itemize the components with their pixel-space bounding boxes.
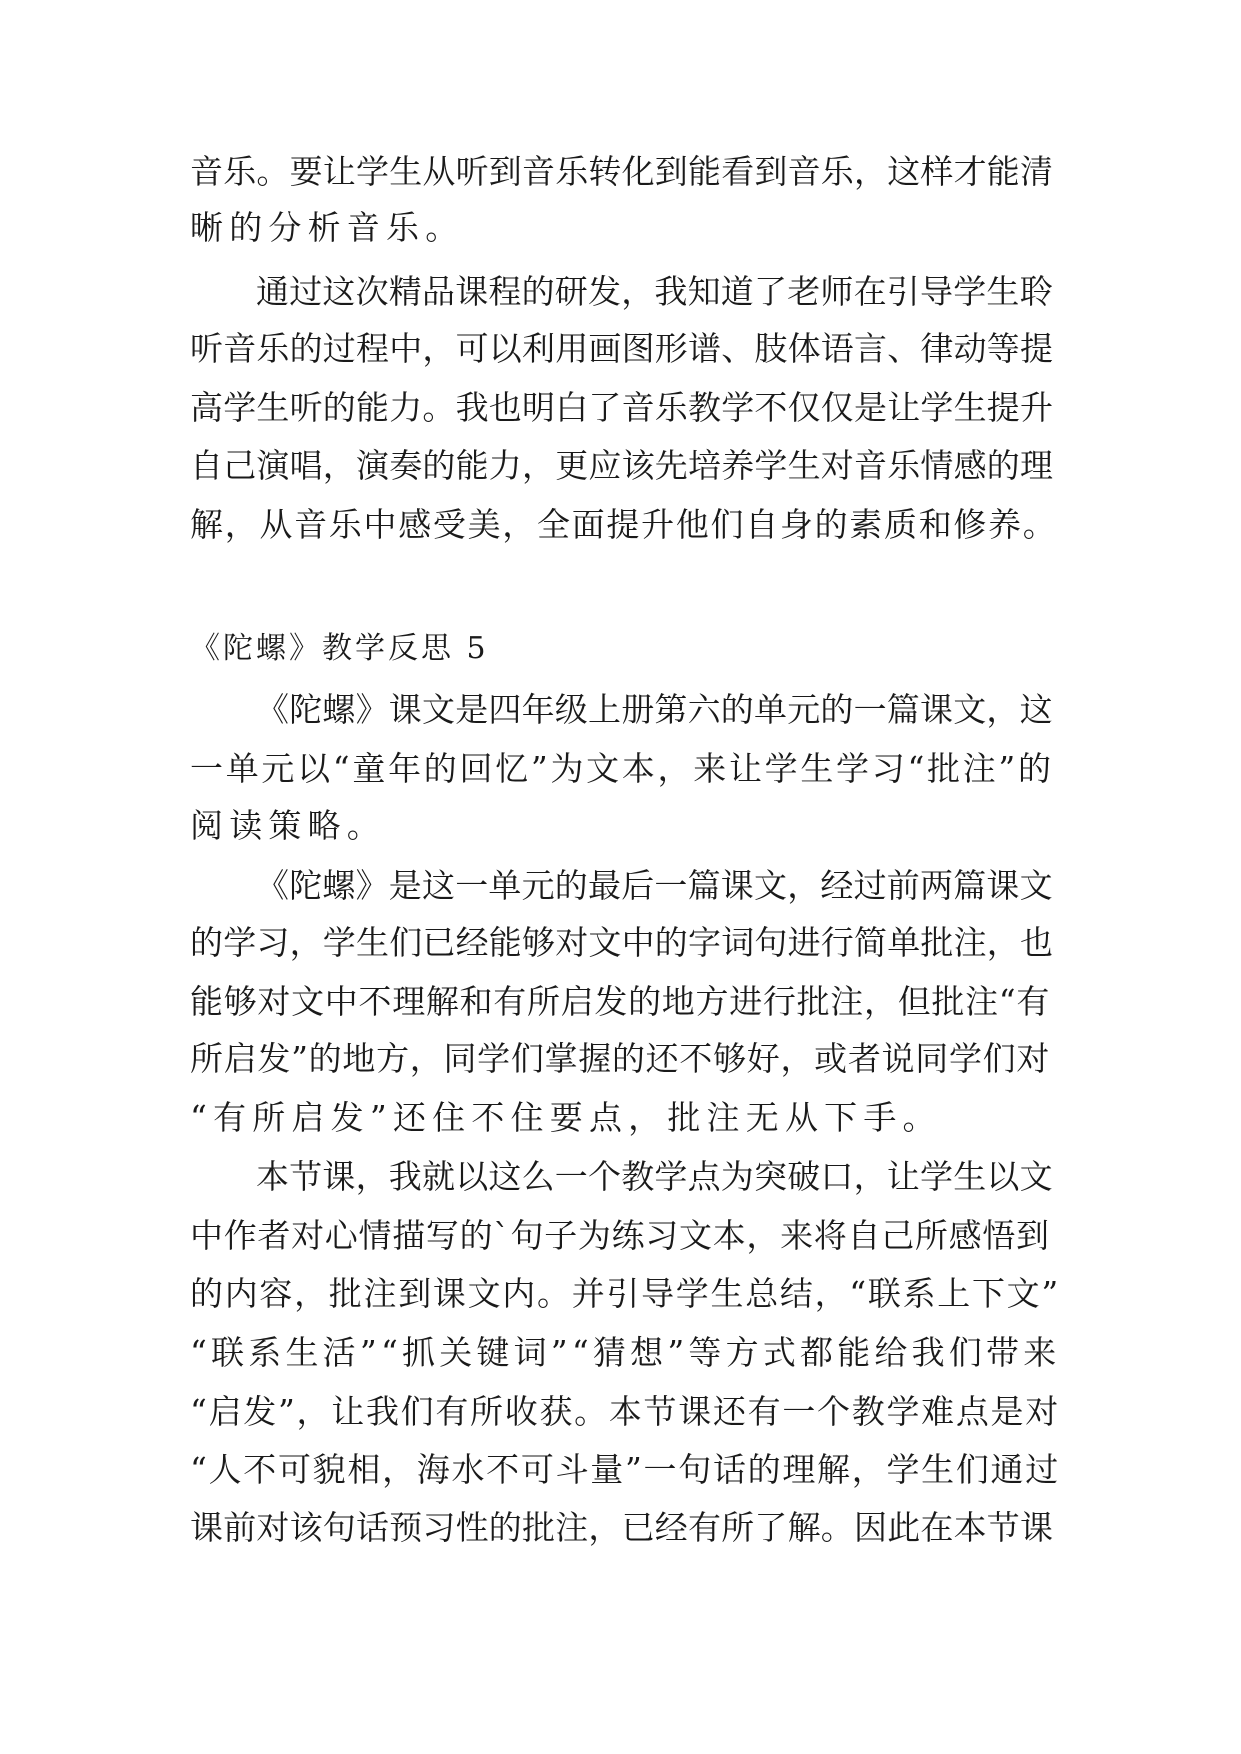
- paragraph-line: 阅读策略。: [190, 806, 386, 845]
- paragraph-line: 课前对该句话预习性的批注，已经有所了解。因此在本节课: [190, 1508, 1054, 1547]
- paragraph-line: “人不可貌相，海水不可斗量”一句话的理解，学生们通过: [190, 1450, 1060, 1489]
- paragraph-line: 自己演唱，演奏的能力，更应该先培养学生对音乐情感的理: [190, 446, 1054, 485]
- paragraph-line: “启发”，让我们有所收获。本节课还有一个教学难点是对: [190, 1392, 1060, 1431]
- paragraph-line: “联系生活”“抓关键词”“猜想”等方式都能给我们带来: [190, 1333, 1061, 1372]
- section-heading: 《陀螺》教学反思 5: [190, 631, 489, 666]
- paragraph-line: 的学习，学生们已经能够对文中的字词句进行简单批注，也: [190, 923, 1054, 962]
- paragraph-line: 高学生听的能力。我也明白了音乐教学不仅仅是让学生提升: [190, 388, 1054, 427]
- paragraph-line: 本节课，我就以这么一个教学点为突破口，让学生以文: [256, 1157, 1053, 1196]
- paragraph-line: 听音乐的过程中，可以利用画图形谱、肢体语言、律动等提: [190, 329, 1054, 368]
- paragraph-line: “有所启发”还住不住要点，批注无从下手。: [190, 1098, 942, 1137]
- paragraph-line: 的内容，批注到课文内。并引导学生总结，“联系上下文”: [190, 1274, 1060, 1313]
- paragraph-line: 中作者对心情描写的`句子为练习文本，来将自己所感悟到: [190, 1216, 1050, 1255]
- paragraph-line: 一单元以“童年的回忆”为文本，来让学生学习“批注”的: [190, 749, 1054, 788]
- paragraph-line: 解，从音乐中感受美，全面提升他们自身的素质和修养。: [190, 505, 1058, 544]
- paragraph-line: 通过这次精品课程的研发，我知道了老师在引导学生聆: [256, 272, 1053, 311]
- paragraph-line: 音乐。要让学生从听到音乐转化到能看到音乐，这样才能清: [190, 152, 1054, 191]
- paragraph-line: 能够对文中不理解和有所启发的地方进行批注，但批注“有: [190, 982, 1051, 1021]
- paragraph-line: 《陀螺》是这一单元的最后一篇课文，经过前两篇课文: [256, 866, 1053, 905]
- paragraph-line: 所启发”的地方，同学们掌握的还不够好，或者说同学们对: [190, 1039, 1051, 1078]
- paragraph-line: 《陀螺》课文是四年级上册第六的单元的一篇课文，这: [256, 690, 1053, 729]
- paragraph-line: 晰的分析音乐。: [190, 208, 465, 247]
